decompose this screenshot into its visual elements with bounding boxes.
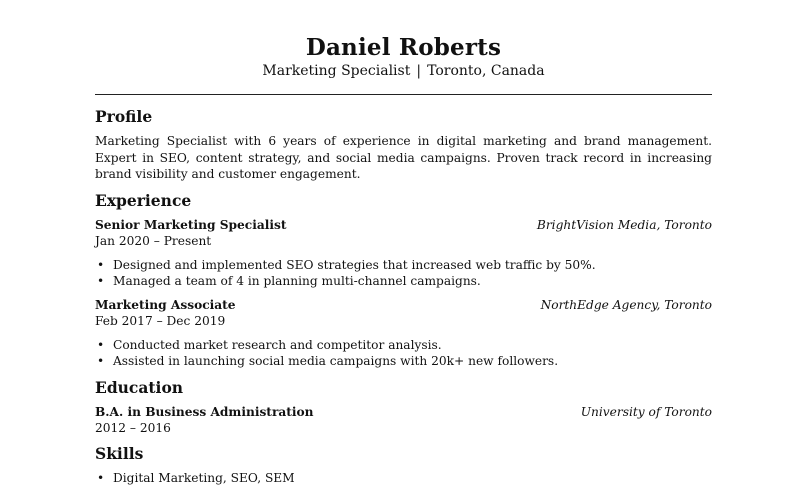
bullet-text: Assisted in launching social media campaigns with 20k+ new followers. [113, 354, 559, 368]
bullet-item [95, 273, 712, 290]
entry-title: Marketing Associate [95, 297, 236, 312]
entry-title: Senior Marketing Specialist [95, 217, 287, 232]
entry-header-row [95, 217, 712, 233]
bullet-icon: • [97, 354, 105, 368]
candidate-name: Daniel Roberts [305, 34, 502, 61]
bullet-item [95, 337, 712, 354]
bullet-text: Managed a team of 4 in planning multi-channel campaigns. [113, 274, 481, 288]
section-heading-profile: Profile [95, 107, 153, 126]
entry-header-row [95, 404, 712, 420]
education-dates: 2012 – 2016 [95, 420, 171, 435]
entry-organization: NorthEdge Agency, Toronto [540, 297, 712, 312]
degree-title: B.A. in Business Administration [95, 404, 314, 419]
profile-summary: Marketing Specialist with 6 years of experience in digital marketing and brand management. Expert in SEO, content strategy, and social media campaigns. Proven track record in increasing brand visibility and customer engagement. [95, 134, 712, 181]
entry-header-row [95, 297, 712, 313]
entry-bullets [95, 257, 712, 290]
experience-entry [95, 217, 712, 290]
skill-text: Digital Marketing, SEO, SEM [113, 470, 295, 485]
experience-entry [95, 297, 712, 370]
bullet-icon: • [97, 257, 105, 272]
section-heading-experience: Experience [95, 190, 192, 210]
section-heading-skills: Skills [95, 443, 144, 463]
entry-bullets [95, 337, 712, 370]
resume-header [95, 34, 712, 80]
bullet-icon: • [97, 274, 105, 288]
job-title: Marketing Specialist [262, 63, 411, 79]
entry-dates: Jan 2020 – Present [95, 233, 212, 248]
bullet-item [95, 257, 712, 274]
header-subtitle [95, 62, 712, 80]
entry-dates: Feb 2017 – Dec 2019 [95, 313, 226, 328]
location: Toronto, Canada [427, 63, 545, 79]
resume-page [95, 34, 712, 486]
bullet-icon: • [97, 470, 105, 485]
bullet-text: Conducted market research and competitor analysis. [113, 337, 442, 352]
entry-organization: BrightVision Media, Toronto [536, 217, 712, 232]
section-heading-education: Education [95, 377, 184, 397]
header-separator: | [416, 63, 422, 79]
bullet-icon: • [97, 337, 105, 352]
education-entry [95, 404, 712, 436]
bullet-item [95, 353, 712, 370]
header-divider [95, 94, 712, 95]
skills-list [95, 470, 712, 486]
bullet-text: Designed and implemented SEO strategies that increased web traffic by 50%. [113, 257, 596, 272]
skill-item [95, 470, 712, 486]
school-name: University of Toronto [580, 404, 712, 419]
